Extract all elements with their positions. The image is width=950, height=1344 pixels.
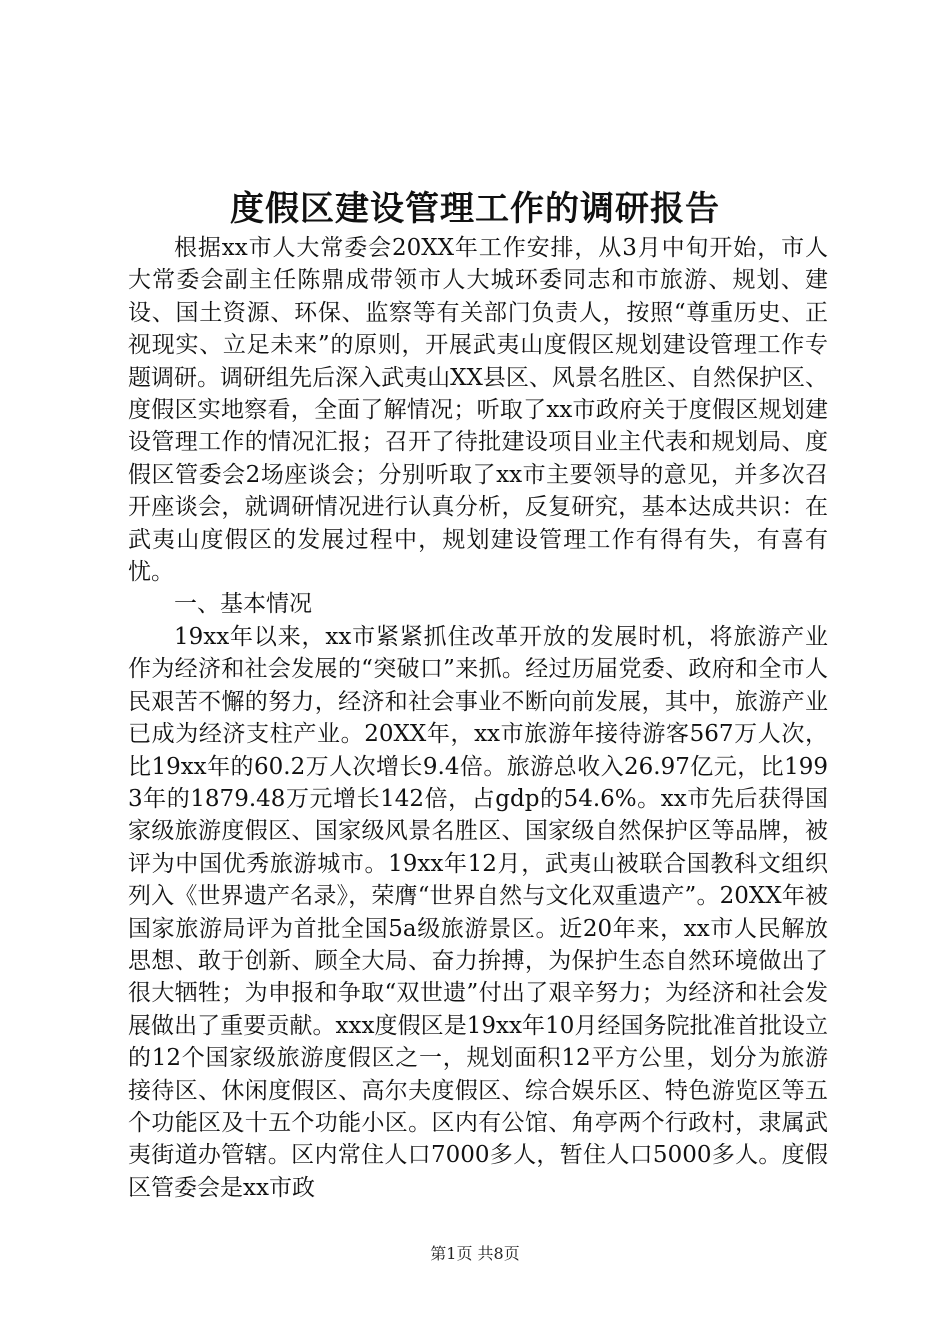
document-title: 度假区建设管理工作的调研报告 bbox=[230, 189, 720, 229]
paragraph-basic-situation: 19xx年以来，xx市紧紧抓住改革开放的发展时机，将旅游产业作为经济和社会发展的“突破口”来抓。经过历届党委、政府和全市人民艰苦不懈的努力，经济和社会事业不断向前发展，其中，旅游产业已成为经济支柱产业。20XX年，xx市旅游年接待游客567万人次，比19xx年的60.2万人次增长9.4倍。旅游总收入26.97亿元，比1993年的1879.48万元增长142倍，占gdp的54.6%。xx市先后获得国家级旅游度假区、国家级风景名胜区、国家级自然保护区等品牌，被评为中国优秀旅游城市。19xx年12月，武夷山被联合国教科文组织列入《世界遗产名录》，荣膺“世界自然与文化双重遗产”。20XX年被国家旅游局评为首批全国5a级旅游景区。近20年来，xx市人民解放思想、敢于创新、顾全大局、奋力拚搏，为保护生态自然环境做出了很大牺牲；为申报和争取“双世遗”付出了艰辛努力；为经济和社会发展做出了重要贡献。xxx度假区是19xx年10月经国务院批准首批设立的12个国家级旅游度假区之一，规划面积12平方公里，划分为旅游接待区、休闲度假区、高尔夫度假区、综合娱乐区、特色游览区等五个功能区及十五个功能小区。区内有公馆、角亭两个行政村，隶属武夷街道办管辖。区内常住人口7000多人，暂住人口5000多人。度假区管委会是xx市政 bbox=[128, 623, 828, 1201]
section-heading-basic-situation: 一、基本情况 bbox=[174, 591, 312, 618]
document-body bbox=[128, 232, 828, 1204]
paragraph-intro: 根据xx市人大常委会20XX年工作安排，从3月中旬开始，市人大常委会副主任陈鼎成带领市人大城环委同志和市旅游、规划、建设、国土资源、环保、监察等有关部门负责人，按照“尊重历史、正视现实、立足未来”的原则，开展武夷山度假区规划建设管理工作专题调研。调研组先后深入武夷山XX县区、风景名胜区、自然保护区、度假区实地察看，全面了解情况；听取了xx市政府关于度假区规划建设管理工作的情况汇报；召开了待批建设项目业主代表和规划局、度假区管委会2场座谈会；分别听取了xx市主要领导的意见，并多次召开座谈会，就调研情况进行认真分析，反复研究，基本达成共识：在武夷山度假区的发展过程中，规划建设管理工作有得有失，有喜有忧。 bbox=[128, 235, 828, 586]
page-footer: 第1页 共8页 bbox=[430, 1244, 520, 1263]
